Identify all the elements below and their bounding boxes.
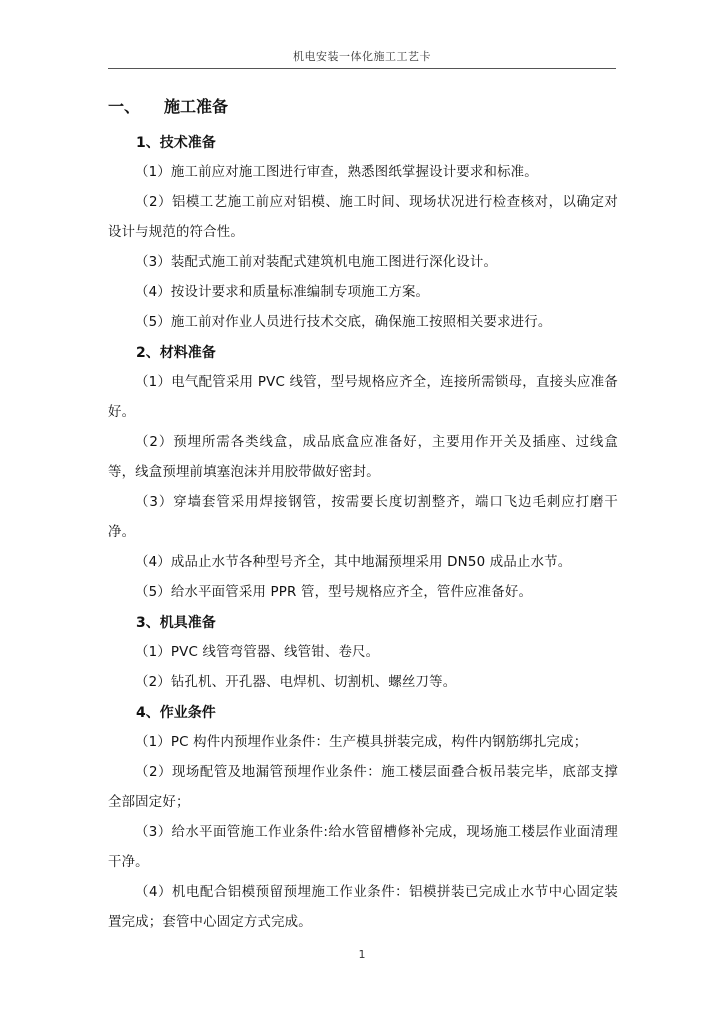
paragraph: （2）钻孔机、开孔器、电焊机、切割机、螺丝刀等。 bbox=[135, 675, 457, 690]
paragraph: （2）预埋所需各类线盒，成品底盒应准备好，主要用作开关及插座、过线盒等，线盒预埋前填塞泡沫并用胶带做好密封。 bbox=[108, 435, 618, 480]
paragraph: （4）成品止水节各种型号齐全，其中地漏预埋采用 DN50 成品止水节。 bbox=[135, 555, 572, 570]
section-number: 一、 bbox=[108, 97, 141, 116]
paragraph: （1）PVC 线管弯管器、线管钳、卷尺。 bbox=[135, 645, 380, 660]
subsection-technical-prep: 1、技术准备 bbox=[136, 135, 216, 151]
paragraph: （3）给水平面管施工作业条件:给水管留槽修补完成，现场施工楼层作业面清理干净。 bbox=[108, 825, 618, 870]
paragraph: （3）装配式施工前对装配式建筑机电施工图进行深化设计。 bbox=[135, 255, 498, 270]
subsection-tool-prep: 3、机具准备 bbox=[136, 615, 216, 631]
section-title: 施工准备 bbox=[164, 97, 229, 116]
page-header: 机电安装一体化施工工艺卡 bbox=[293, 50, 431, 63]
page-number: 1 bbox=[358, 948, 366, 961]
subsection-work-conditions: 4、作业条件 bbox=[136, 705, 216, 721]
paragraph: （4）按设计要求和质量标准编制专项施工方案。 bbox=[135, 285, 430, 300]
paragraph: （1）施工前应对施工图进行审查，熟悉图纸掌握设计要求和标准。 bbox=[135, 165, 538, 180]
header-rule bbox=[108, 68, 616, 69]
paragraph: （1）电气配管采用 PVC 线管，型号规格应齐全，连接所需锁母，直接头应准备好。 bbox=[108, 375, 618, 420]
subsection-material-prep: 2、材料准备 bbox=[136, 345, 216, 361]
paragraph: （5）给水平面管采用 PPR 管，型号规格应齐全，管件应准备好。 bbox=[135, 585, 533, 600]
document-body bbox=[108, 96, 618, 938]
paragraph: （2）现场配管及地漏管预埋作业条件：施工楼层面叠合板吊装完毕，底部支撑全部固定好； bbox=[108, 765, 618, 810]
paragraph: （2）铝模工艺施工前应对铝模、施工时间、现场状况进行检查核对，以确定对设计与规范的符合性。 bbox=[108, 195, 618, 240]
section-heading bbox=[108, 96, 618, 118]
paragraph: （1）PC 构件内预埋作业条件：生产模具拼装完成，构件内钢筋绑扎完成； bbox=[135, 735, 588, 750]
paragraph: （3）穿墙套管采用焊接钢管，按需要长度切割整齐，端口飞边毛刺应打磨干净。 bbox=[108, 495, 618, 540]
paragraph: （4）机电配合铝模预留预埋施工作业条件：铝模拼装已完成止水节中心固定装置完成；套管中心固定方式完成。 bbox=[108, 885, 618, 930]
paragraph: （5）施工前对作业人员进行技术交底，确保施工按照相关要求进行。 bbox=[135, 315, 552, 330]
